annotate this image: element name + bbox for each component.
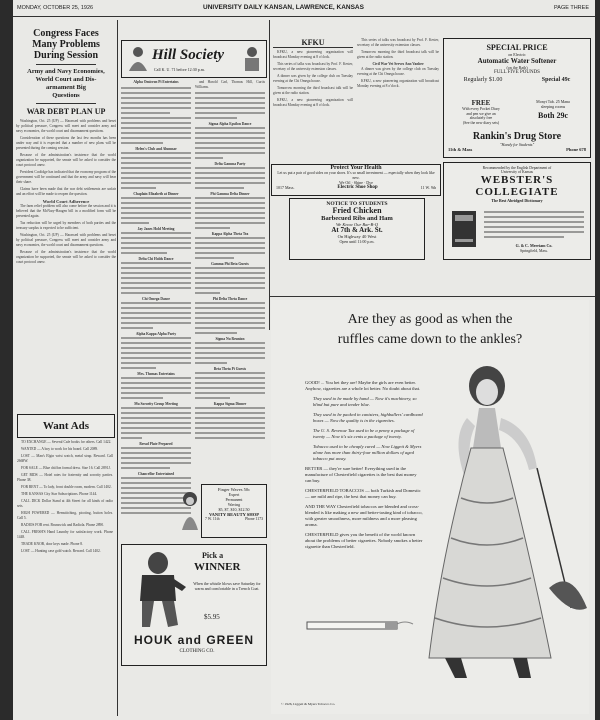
society-heading: Sigma Alpha Epsilon Dance bbox=[208, 122, 252, 126]
shoe-services: We Oil · Shine · Dye bbox=[339, 180, 373, 185]
news-paragraph: Consideration of these questions the last few months has been under way and it is expected that a number of new plans will be presented during the coming session. bbox=[16, 136, 116, 150]
news-subhead-2: World Court and Dis- bbox=[35, 76, 97, 83]
notice-title: NOTICE TO STUDENTS bbox=[326, 201, 388, 207]
society-heading: Beta Theta Pi Guests bbox=[213, 367, 247, 371]
news-paragraph: Because of the administration's insistence that the world organization be supported, the senate will be asked to consider the court protocol anew. bbox=[16, 153, 116, 167]
society-woman-icon bbox=[126, 45, 150, 71]
news-body bbox=[16, 119, 116, 265]
society-heading: Sigma Nu Reunion bbox=[215, 337, 245, 341]
kfku-column bbox=[273, 38, 353, 160]
kfku-paragraph: A dinner was given by the college club on Tuesday evening at the Chi Omega house. bbox=[273, 74, 353, 83]
news-paragraph: President Coolidge has indicated that the economy program of the government will be continued and that the army and navy will bear their share. bbox=[16, 170, 116, 184]
rankin-address: 11th & Mass bbox=[448, 147, 473, 152]
free-title: FREE bbox=[471, 99, 491, 107]
header-title: UNIVERSITY DAILY KANSAN, LAWRENCE, KANSAS bbox=[203, 4, 364, 11]
kfku-paragraph: KFKU, a new pioneering organization will broadcast Monday evening at 8 o'clock. bbox=[273, 50, 353, 59]
bbq-notice-ad bbox=[289, 198, 425, 260]
kfku-paragraph: KFKU, a new pioneering organization will broadcast Monday evening at 8 o'clock. bbox=[357, 79, 439, 88]
chesterfield-paragraph: They used to be made by hand — Now it's machinery, so blind but pure and tender blue. bbox=[313, 396, 417, 407]
society-heading: Alpha Omicron Pi Entertains bbox=[133, 80, 179, 84]
society-heading: Jay Janes Hold Meeting bbox=[137, 227, 175, 231]
chesterfield-paragraph: GOOD! ... You bet they are! Maybe the girls are even better. Anyhow, cigarettes are a whole lot better. No doubt about that. bbox=[305, 380, 421, 391]
society-heading: Gamma Phi Beta Guests bbox=[211, 262, 249, 266]
shoe-address: 1017 Mass. bbox=[276, 185, 295, 190]
news-paragraph: Claims have been made that the war debt settlements are unfair and an effort will be made to reopen the question. bbox=[16, 187, 116, 196]
special-sale-price: Special 49c bbox=[541, 77, 571, 83]
chesterfield-footer: © 1926, Liggett & Myers Tobacco Co. bbox=[281, 702, 336, 706]
want-ad-item: LOST — Man's Elgin wrist watch, metal strap. Reward. Call 2668W. bbox=[17, 454, 113, 463]
chesterfield-headline-1: Are they as good as when the bbox=[347, 312, 513, 327]
mixture-line: sleeping rooms bbox=[540, 104, 566, 109]
news-headline-3: During Session bbox=[33, 50, 99, 61]
news-subhead-3: armament Big bbox=[46, 84, 86, 91]
want-ad-item: FOR SALE — Blue chiffon formal dress. Size 16. Call 2891J. bbox=[21, 466, 111, 470]
webster-rec: Recommended by the English Department of bbox=[482, 166, 552, 170]
society-heading: Kappa Sigma Dinner bbox=[213, 402, 247, 406]
want-ad-item: WANTED — A boy to work for his board. Call 2089. bbox=[21, 447, 99, 451]
shoe-shop-name: Electric Shoe Shop bbox=[337, 185, 378, 190]
chesterfield-headline-2: ruffles came down to the ankles? bbox=[337, 332, 523, 347]
vanity-line: Waving bbox=[227, 502, 241, 507]
chesterfield-ad bbox=[271, 300, 589, 714]
vanity-line: Permanent bbox=[225, 497, 243, 502]
want-ads-banner bbox=[17, 414, 115, 438]
page-header bbox=[13, 0, 595, 17]
notice-line: At 7th & Ark. St. bbox=[331, 226, 383, 234]
special-line: (on the Bath) bbox=[506, 65, 528, 70]
society-heading: Delta Gamma Party bbox=[214, 162, 246, 166]
kfku-title: KFKU bbox=[273, 38, 353, 48]
want-ad-item: TRADE KNOB, door keys made. Phone 8. bbox=[21, 542, 83, 546]
chesterfield-paragraph: CHESTERFIELD gives you the benefit of the world known about the problems of better cigarettes. Nobody smokes a better cigarette than Chesterfield. bbox=[305, 532, 423, 549]
society-column-2 bbox=[195, 80, 265, 480]
houk-price: $5.95 bbox=[204, 613, 220, 621]
hill-society-title: Hill Society bbox=[152, 47, 225, 63]
hill-society-banner bbox=[121, 40, 267, 78]
webster-tag: The Best Abridged Dictionary bbox=[491, 198, 543, 203]
cigarette-icon bbox=[305, 618, 415, 632]
webster-city: Springfield, Mass. bbox=[520, 249, 548, 253]
free-line: (See the new diary sets) bbox=[462, 120, 500, 125]
vanity-address: 7 W. 11th bbox=[205, 517, 220, 521]
notice-line: Barbecued Ribs and Ham bbox=[321, 215, 393, 222]
kfku-paragraph: Tomorrow morning the third broadcast talk will be given at the radio station. bbox=[273, 86, 353, 95]
want-ads-list bbox=[17, 440, 113, 716]
society-heading: Alpha Kappa Alpha Party bbox=[135, 332, 177, 336]
society-heading: Mu Sorority Group Meeting bbox=[134, 402, 178, 406]
header-page: PAGE THREE bbox=[554, 5, 589, 11]
news-headline-1: Congress Faces bbox=[33, 28, 99, 39]
vanity-line: $5, $7, $10, $12.50 bbox=[218, 507, 250, 512]
houk-sub: CLOTHING CO. bbox=[179, 649, 215, 654]
society-heading: Delta Chi Holds Dance bbox=[138, 257, 174, 261]
kfku-paragraph: This series of talks was broadcast by Prof. F. Kester, secretary of the university extension classes. bbox=[273, 62, 353, 71]
news-paragraph: Because of the administration's insistence that the world organization be supported, the senate will be asked to consider the court protocol anew. bbox=[16, 250, 116, 264]
society-heading: Helen's Club and Alumnae bbox=[135, 147, 177, 151]
chesterfield-paragraph: CHESTERFIELD TOBACCOS — both Turkish and Domestic — are mild and ripe, the best that money can buy. bbox=[305, 488, 421, 499]
free-line: absolutely free bbox=[469, 116, 493, 120]
webster-rec: University of Kansas bbox=[500, 170, 534, 174]
kfku-paragraph: This series of talks was broadcast by Prof. F. Kester, secretary of the university extension classes. bbox=[357, 38, 439, 47]
webster-title-1: WEBSTER'S bbox=[480, 174, 554, 186]
world-court-subhead: World Court Adherence bbox=[42, 199, 90, 204]
society-heading: Chancellor Entertained bbox=[137, 472, 175, 476]
news-subhead-4: Questions bbox=[52, 92, 80, 99]
war-debt-subhead: WAR DEBT PLAN UP bbox=[26, 107, 106, 116]
rankin-special-ad bbox=[443, 38, 591, 158]
vanity-phone: Phone 1173 bbox=[245, 517, 263, 521]
news-subhead-1: Army and Navy Economies, bbox=[27, 68, 105, 75]
shoe-phone: 11 W. 9th bbox=[420, 185, 436, 190]
want-ad-item: HIGH POWERED — Hemstitching, picoting, button holes. Call 5. bbox=[17, 511, 113, 520]
vanity-line: Expert bbox=[228, 492, 240, 497]
vanity-title: Finger Waves 50c bbox=[217, 487, 251, 492]
chesterfield-copy bbox=[305, 380, 423, 554]
special-line: FULL FIVE POUNDS bbox=[494, 70, 540, 75]
dictionary-book-icon bbox=[450, 209, 478, 249]
houk-winner: WINNER bbox=[194, 561, 241, 573]
want-ad-item: CALL FRESH'S Hand Laundry for satisfactory work. Phone 1448. bbox=[17, 530, 113, 539]
chesterfield-paragraph: The U. S. Revenue Tax used to be a penny a package of twenty — Now it's six cents a package of twenty. bbox=[313, 428, 415, 439]
news-paragraph: Washington, Oct. 25 (UP) — Harassed with problems and beset by political pressure, Congress will meet and consider army and navy economies, the world court and disarmament questions. bbox=[16, 233, 116, 247]
hill-society-subtitle: Call K. U. 71 before 12:30 p.m. bbox=[154, 67, 205, 72]
shoe-shop-ad bbox=[271, 164, 441, 196]
special-regular-price: Regularly $1.00 bbox=[463, 77, 503, 83]
houk-brand: HOUK and GREEN bbox=[133, 633, 254, 647]
rankin-phone: Phone 678 bbox=[566, 147, 586, 152]
want-ad-item: LOST — Hunting case gold watch. Reward. Call 1402. bbox=[21, 549, 101, 553]
shoe-headline: Protect Your Health bbox=[330, 165, 382, 171]
notice-line: We Know Our Bar-B-Q bbox=[335, 222, 379, 227]
newspaper-page bbox=[13, 0, 595, 720]
kfku-column-2 bbox=[357, 38, 439, 160]
houk-green-ad bbox=[121, 544, 267, 666]
free-line: and pen we give an bbox=[466, 111, 496, 116]
beauty-lady-icon bbox=[181, 490, 199, 530]
news-paragraph: The farm relief problem will also come before the session and it is believed that the McNary-Haugen bill in a modified form will be presented again. bbox=[16, 204, 116, 218]
society-paragraph: and Harold Carl, Thomas Hill, Curtis Williams. bbox=[195, 80, 265, 89]
society-heading: Bread Plate Prepared bbox=[139, 442, 173, 446]
houk-pick: Pick a bbox=[202, 551, 224, 560]
want-ad-item: GET BIDS — Hotel rates for fraternity and sorority parties. Phone 38. bbox=[17, 473, 113, 482]
notice-line: On Highway 40 West bbox=[337, 234, 377, 239]
football-player-icon bbox=[128, 551, 188, 627]
want-ads-title: Want Ads bbox=[42, 420, 90, 432]
chesterfield-paragraph: Tobacco used to be cheaply cured — Now Liggett & Myers alone has more than thirty-four million dollars of aged tobacco put away. bbox=[313, 444, 422, 461]
notice-line: Open until 11:00 p.m. bbox=[339, 239, 375, 244]
webster-ad bbox=[443, 162, 591, 260]
want-ad-item: RADIOS FOR rent. Brunswick and Radiola. Phone 2890. bbox=[21, 523, 105, 527]
want-ad-item: THE KANSAS City Star Subscriptions. Phone 1144. bbox=[21, 492, 98, 496]
society-heading: Phi Delta Theta Dance bbox=[212, 297, 248, 301]
shoe-body: Let us put a pair of good sides on your shoes. It's so small investment — especially when they look like new. bbox=[277, 171, 435, 180]
rankin-store-name: Rankin's Drug Store bbox=[472, 131, 562, 142]
society-column-1 bbox=[121, 80, 191, 544]
news-column bbox=[16, 20, 116, 406]
news-headline-2: Many Problems bbox=[32, 39, 100, 50]
special-title: SPECIAL PRICE bbox=[486, 43, 548, 52]
free-line: With every Pocket Diary bbox=[462, 107, 500, 111]
society-heading: Mrs. Thomas Entertains bbox=[137, 372, 175, 376]
kfku-paragraph: KFKU, a new pioneering organization will broadcast Monday evening at 8 o'clock. bbox=[273, 98, 353, 107]
header-date: MONDAY, OCTOBER 25, 1926 bbox=[17, 5, 94, 11]
chesterfield-paragraph: BETTER — they're sure better! Everything used in the manufacture of Chesterfield cigarettes is the best that money can buy. bbox=[305, 466, 417, 483]
rankin-tag: "Handy for Students" bbox=[499, 142, 535, 147]
kfku-paragraph: A dinner was given by the college club on Tuesday evening at the Chi Omega house. bbox=[357, 67, 439, 76]
society-heading: Chaplain Elizabeth at Dinner bbox=[133, 192, 179, 196]
notice-line: Fried Chicken bbox=[332, 206, 382, 215]
webster-publisher: G. & C. Merriam Co. bbox=[515, 243, 553, 248]
want-ad-item: FOR RENT — To lady, front double room, modern. Call 1402. bbox=[21, 485, 112, 489]
want-ad-item: TO EXCHANGE — Several Cafe books for others. Call 1422. bbox=[21, 440, 112, 444]
mixture-line: Monyt Tab. 25 Mana bbox=[536, 99, 570, 104]
special-line: on Electric bbox=[508, 52, 526, 57]
society-heading: Kappa Alpha Theta Tea bbox=[211, 232, 249, 236]
both-price: Both 29c bbox=[538, 111, 568, 120]
webster-title-2: COLLEGIATE bbox=[475, 186, 559, 198]
chesterfield-paragraph: They used to be packed in canisters, highballers' cardboard boxes — Now the quality is in the cigarettes. bbox=[313, 412, 423, 423]
vanity-shop-name: VANITY BEAUTY SHOP bbox=[208, 512, 260, 517]
kfku-subhead: Civil War Vet Serves Ann Vanbee bbox=[372, 62, 424, 66]
news-paragraph: Washington, Oct. 25 (UP) — Harassed with problems and beset by political pressure, Congress will meet and consider army and navy economies, the world court and disarmament questions. bbox=[16, 119, 116, 133]
vanity-beauty-ad bbox=[201, 484, 267, 538]
society-man-icon bbox=[242, 45, 262, 71]
special-line: Automatic Water Softener bbox=[477, 57, 557, 65]
chesterfield-paragraph: AND THE WAY Chesterfield tobaccos are blended and cross-blended is like making a new and better-tasting kind of tobacco, with greater smoothness, more mildness and a more pleasing aroma. bbox=[305, 504, 423, 527]
ruffled-dress-lady-illustration bbox=[421, 358, 587, 694]
society-heading: Chi Omega Dance bbox=[142, 297, 170, 301]
houk-description: When the whistle blows save Saturday for warm and comfortable in a Trench Coat. bbox=[193, 581, 261, 591]
news-paragraph: Tax reduction will be urged by members of both parties and the treasury surplus is expected to be sufficient. bbox=[16, 221, 116, 230]
society-heading: Phi Gamma Delta Dinner bbox=[210, 192, 250, 196]
kfku-paragraph: Tomorrow morning the third broadcast talk will be given at the radio station. bbox=[357, 50, 439, 59]
want-ad-item: CALL DICK Dollar Stand at 4th Street for all kinds of radio sets. bbox=[17, 499, 113, 508]
